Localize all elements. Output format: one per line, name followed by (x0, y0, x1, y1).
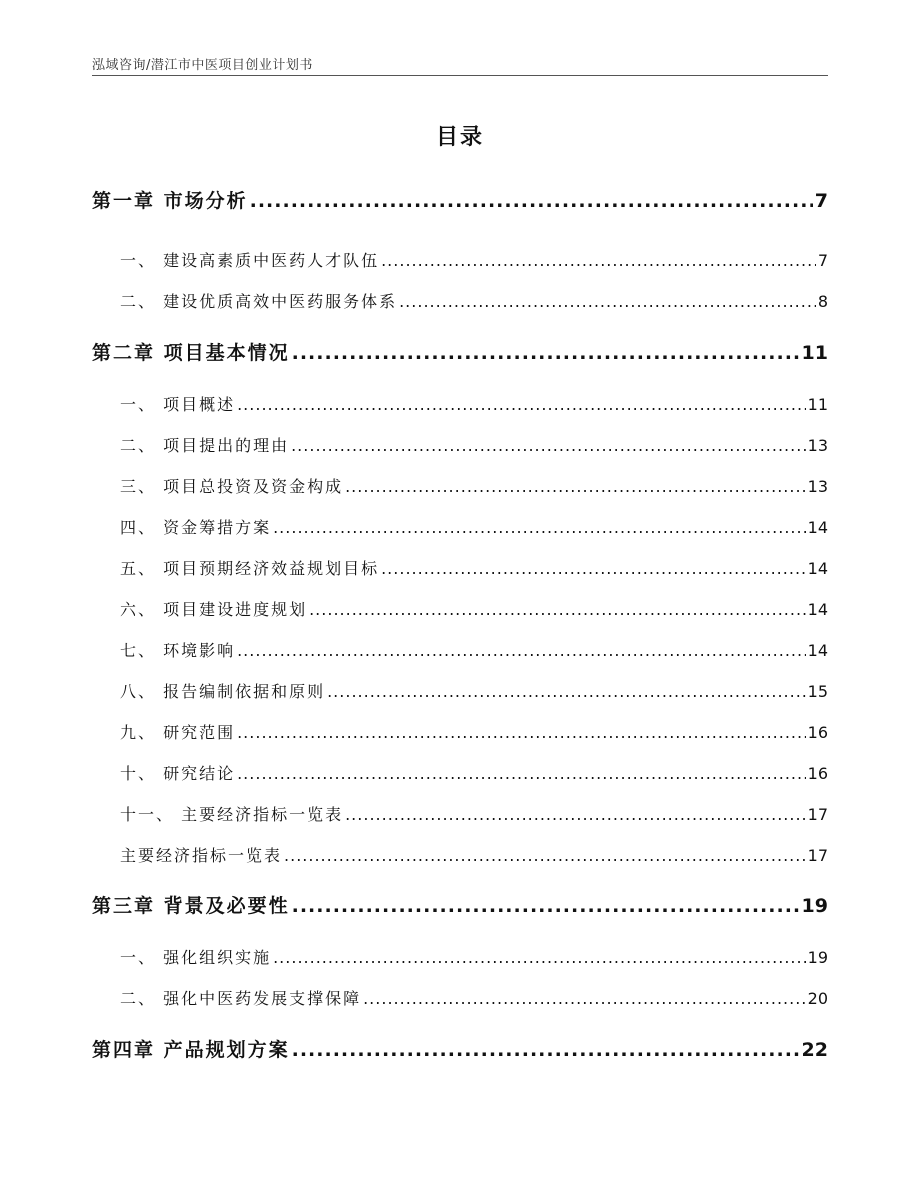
dot-leader (273, 948, 806, 967)
dot-leader (345, 805, 806, 824)
toc-chapter-entry[interactable] (92, 338, 828, 365)
toc-entry-page: 16 (807, 723, 828, 742)
toc-entry-page: 7 (814, 190, 828, 212)
toc-entry-page: 19 (807, 948, 828, 967)
toc-section-entry[interactable] (92, 289, 828, 312)
toc-entry-page: 11 (807, 395, 828, 414)
toc-entry-label: 主要经济指标一览表 (120, 846, 283, 865)
toc-section-entry[interactable] (92, 986, 828, 1009)
toc-section-entry[interactable] (92, 638, 828, 661)
toc-entry-label: 七、 环境影响 (120, 641, 236, 660)
toc-entry-page: 17 (807, 846, 828, 865)
toc-entry-page: 22 (801, 1039, 828, 1061)
toc-section-entry[interactable] (92, 679, 828, 702)
toc-chapter-entry[interactable] (92, 186, 828, 213)
toc-entry-label: 二、 项目提出的理由 (120, 436, 290, 455)
toc-entry-label: 三、 项目总投资及资金构成 (120, 477, 344, 496)
dot-leader (381, 251, 816, 270)
toc-entry-label: 四、 资金筹措方案 (120, 518, 272, 537)
toc-chapter-entry[interactable] (92, 891, 828, 918)
toc-entry-label: 一、 项目概述 (120, 395, 236, 414)
dot-leader (292, 342, 800, 364)
toc-section-entry[interactable] (92, 474, 828, 497)
toc-entry-page: 14 (807, 600, 828, 619)
toc-entry-label: 第四章 产品规划方案 (92, 1039, 290, 1061)
toc-chapter-entry[interactable] (92, 1035, 828, 1062)
toc-entry-page: 17 (807, 805, 828, 824)
toc-section-entry[interactable] (92, 945, 828, 968)
toc-entry-label: 一、 建设高素质中医药人才队伍 (120, 251, 380, 270)
dot-leader (237, 395, 806, 414)
toc-entry-page: 16 (807, 764, 828, 783)
toc-entry-label: 一、 强化组织实施 (120, 948, 272, 967)
toc-entry-page: 13 (807, 477, 828, 496)
toc-entry-page: 13 (807, 436, 828, 455)
toc-entry-page: 14 (807, 641, 828, 660)
dot-leader (327, 682, 806, 701)
toc-entry-page: 19 (801, 895, 828, 917)
toc-entry-label: 九、 研究范围 (120, 723, 236, 742)
toc-entry-page: 8 (817, 292, 828, 311)
toc-entry-page: 7 (817, 251, 828, 270)
toc-title: 目录 (435, 125, 484, 150)
running-header: 泓域咨询/潜江市中医项目创业计划书 (92, 58, 313, 73)
toc-entry-page: 14 (807, 518, 828, 537)
toc-entry-label: 六、 项目建设进度规划 (120, 600, 308, 619)
toc-section-entry[interactable] (92, 802, 828, 825)
dot-leader (363, 989, 806, 1008)
toc-section-entry[interactable] (92, 597, 828, 620)
toc-section-entry[interactable] (92, 761, 828, 784)
dot-leader (237, 641, 806, 660)
toc-section-entry[interactable] (92, 248, 828, 271)
toc-entry-label: 二、 强化中医药发展支撑保障 (120, 989, 362, 1008)
dot-leader (237, 723, 806, 742)
toc-section-entry[interactable] (92, 433, 828, 456)
toc-entry-label: 十、 研究结论 (120, 764, 236, 783)
toc-entry-page: 14 (807, 559, 828, 578)
dot-leader (292, 1039, 800, 1061)
toc-entry-label: 第一章 市场分析 (92, 190, 248, 212)
dot-leader (309, 600, 806, 619)
header-rule (92, 75, 828, 76)
dot-leader (399, 292, 816, 311)
dot-leader (291, 436, 806, 455)
toc-section-entry[interactable] (92, 515, 828, 538)
dot-leader (381, 559, 806, 578)
toc-entry-label: 五、 项目预期经济效益规划目标 (120, 559, 380, 578)
toc-section-entry[interactable] (92, 392, 828, 415)
dot-leader (345, 477, 806, 496)
dot-leader (284, 846, 806, 865)
toc-section-entry[interactable] (92, 720, 828, 743)
toc-entry-page: 11 (801, 342, 828, 364)
toc-entry-label: 二、 建设优质高效中医药服务体系 (120, 292, 398, 311)
toc-entry-label: 十一、 主要经济指标一览表 (120, 805, 344, 824)
toc-entry-label: 第二章 项目基本情况 (92, 342, 290, 364)
dot-leader (292, 895, 800, 917)
toc-section-entry[interactable] (92, 556, 828, 579)
dot-leader (250, 190, 813, 212)
toc-entry-label: 第三章 背景及必要性 (92, 895, 290, 917)
toc-entry-label: 八、 报告编制依据和原则 (120, 682, 326, 701)
toc-section-entry[interactable] (92, 843, 828, 866)
toc-entry-page: 20 (807, 989, 828, 1008)
dot-leader (237, 764, 806, 783)
toc-entry-page: 15 (807, 682, 828, 701)
dot-leader (273, 518, 806, 537)
